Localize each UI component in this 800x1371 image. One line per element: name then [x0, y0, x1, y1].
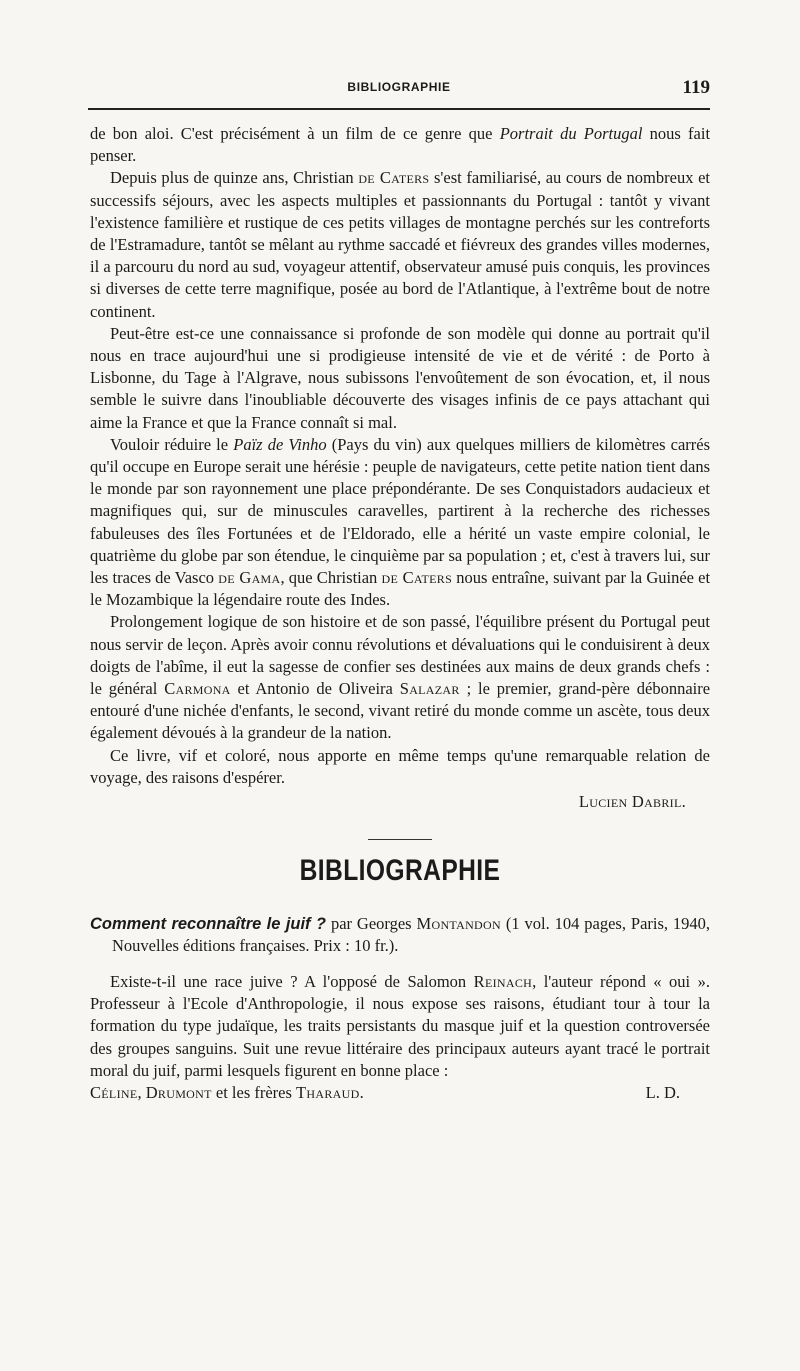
paragraph-0: [90, 123, 710, 167]
text-run: (Pays du vin) aux quelques milliers de kilomètres carrés qu'il occupe en Europe serait une hérésie : peuple de navigateurs, cette petite nation tient dans le monde par son rayonnement une place prépondérante. De ses Conquistadors audacieux et magnifiques qui, sur de minuscules caravelles, partirent à la recherche des richesses fabuleuses des îles Fortunées et de l'Eldorado, elle a hérité un vaste empire colonial, le quatrième du globe par son étendue, le cinquième par sa population ; et, c'est à travers lui, sur les traces de Vasco: [90, 434, 710, 588]
paragraph-1: [90, 167, 710, 322]
book-title-portrait: Portrait du Portugal: [499, 124, 643, 143]
running-head: [88, 77, 710, 101]
person-name: Salazar: [399, 679, 460, 699]
person-name: Céline: [90, 1082, 138, 1102]
text-run: .: [359, 1082, 364, 1102]
text-run: de bon aloi. C'est précisément à un film de ce genre que: [90, 124, 493, 143]
author-name: de Caters: [358, 168, 430, 188]
review-paragraph: [90, 971, 710, 1082]
text-run: s'est familiarisé, au cours de nombreux et successifs séjours, avec les aspects multiples et passionnants du Portugal : tantôt y vivant l'existence familière et rustique de ces petits villages de montagne perchés sur les contreforts de l'Estramadure, tantôt se mêlant au rythme saccadé et fiévreux des grandes villes modernes, il a parcouru du nord au sud, voyageur attentif, observateur amusé puis conquis, les provinces si diverses de cette terre magnifique, posée au bord de l'Atlantique, à l'extrême bout de notre continent.: [90, 168, 711, 321]
signature: Lucien Dabril.: [578, 792, 686, 812]
running-head-title: BIBLIOGRAPHIE: [347, 80, 451, 94]
text-run: , que Christian: [280, 568, 378, 588]
text-run: Prolongement logique de son histoire et de son passé, l'équilibre présent du Portugal peut nous servir de leçon. Après avoir connu révolutions et dévaluations qui le conduisirent à deux doigts de l'abîme, il eut la sagesse de confier ses destinées aux mains de deux grands chefs : le général: [90, 612, 710, 699]
text-run: nous entraîne, suivant par la Guinée et le Mozambique la légendaire route des Indes.: [90, 568, 711, 610]
paragraph-5: Ce livre, vif et coloré, nous apporte en même temps qu'une remarquable relation de voyage, des raisons d'espérer.: [90, 745, 710, 787]
person-name: Carmona: [164, 679, 231, 699]
book-title-paiz: Païz de Vinho: [233, 434, 327, 454]
text-run: ,: [137, 1082, 142, 1102]
text-run: par Georges: [330, 913, 412, 933]
text-run: Existe-t-il une race juive ? A l'opposé de Salomon: [110, 971, 467, 991]
text-run: , l'auteur répond « oui ». Professeur à l'Ecole d'Anthropologie, il nous expose ses raisons, étudiant tour à tour la formation du type judaïque, les traits persistants du masque juif et la question controversée des groupes sanguins. Suit une revue littéraire des principaux auteurs ayant tracé le portrait moral du juif, parmi lesquels figurent en bonne place :: [90, 971, 711, 1080]
review-last-line: [90, 1082, 710, 1104]
text-run: nous fait penser.: [90, 124, 711, 166]
bibliography-entry: [90, 913, 710, 957]
article-body: [90, 123, 710, 1104]
text-run: et les frères: [215, 1082, 292, 1102]
person-name: Drumont: [145, 1082, 212, 1102]
text-run: (1 vol. 104 pages, Paris, 1940, Nouvelles éditions françaises. Prix : 10 fr.).: [112, 913, 711, 955]
text-run: Vouloir réduire le: [110, 434, 229, 454]
author-name: de Caters: [381, 568, 453, 588]
text-run: Depuis plus de quinze ans, Christian: [110, 168, 354, 188]
header-rule: [88, 108, 710, 110]
person-name: Reinach: [473, 971, 533, 991]
section-separator: [368, 839, 432, 840]
paragraph-3: [90, 434, 710, 612]
paragraph-2: Peut-être est-ce une connaissance si profonde de son modèle qui donne au portrait qu'il nous en trace aujourd'hui une si prodigieuse intensité de vie et de vérité : de Porto à Lisbonne, du Tage à l'Algrave, nous subissons l'envoûtement de son évocation, et, il nous semble le suivre dans l'inoubliable découverte des visages infinis de ce pays attachant qui aime la France et que la France connaît si mal.: [90, 323, 710, 432]
text-run: ; le premier, grand-père débonnaire entouré d'une nichée d'enfants, le second, vivant retiré du monde comme un ascète, tous deux également dévoués à la grandeur de la nation.: [90, 679, 711, 743]
reviewer-initials: L. D.: [645, 1082, 680, 1102]
person-name: de Gama: [218, 568, 281, 588]
person-name: Tharaud: [296, 1082, 360, 1102]
author-name: Montandon: [416, 913, 501, 933]
page-number: 119: [682, 77, 710, 98]
text-run: et Antonio de Oliveira: [237, 679, 393, 699]
book-title: Comment reconnaître le juif ?: [90, 914, 327, 933]
author-list: [90, 1082, 364, 1104]
section-title: BIBLIOGRAPHIE: [299, 854, 501, 888]
paragraph-4: [90, 611, 710, 744]
